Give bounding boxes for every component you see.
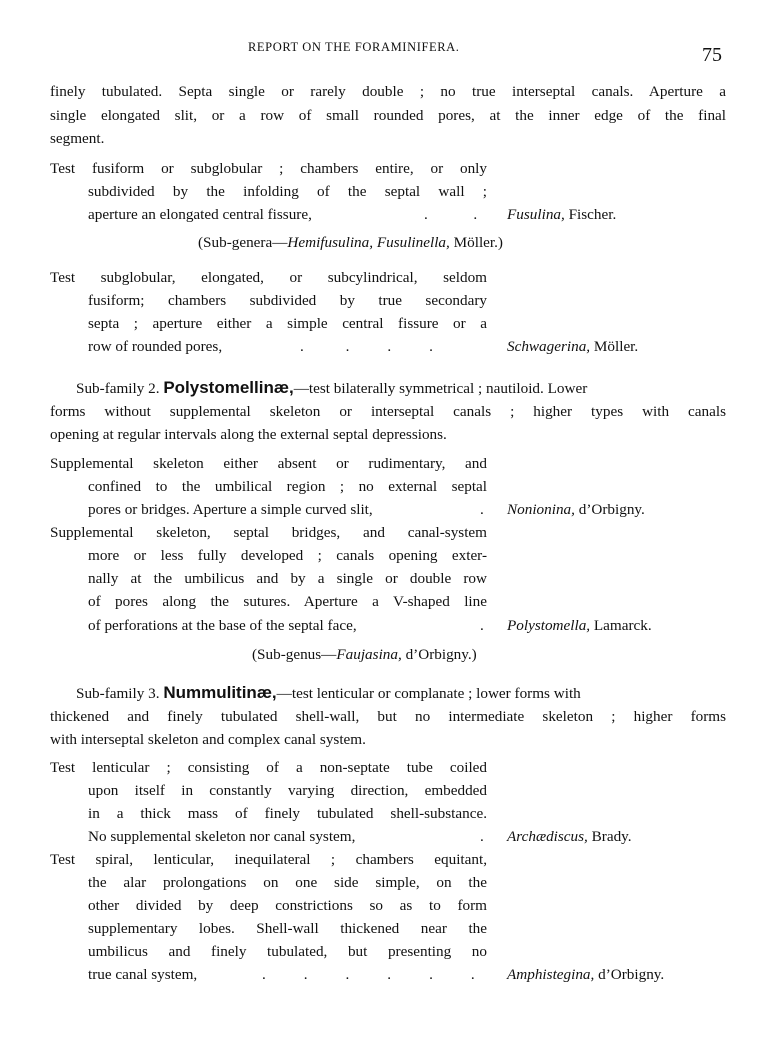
subfamily-text-line: with interseptal skeleton and complex canal system. (50, 731, 366, 748)
genus-name-schwagerina: Schwagerina, Möller. (507, 338, 639, 355)
entry-text-line: more or less fully developed ; canals opening exter- (88, 547, 487, 564)
entry-text-line: aperture an elongated central fissure, (88, 206, 312, 223)
page-number: 75 (702, 44, 722, 66)
subfamily-name: Polystomellinæ, (163, 378, 294, 397)
genus-name-polystomella: Polystomella, Lamarck. (507, 617, 652, 634)
entry-text-line: fusiform; chambers subdivided by true secondary (88, 292, 487, 309)
entry-text-line: No supplemental skeleton nor canal system, (88, 828, 356, 845)
entry-text-line: in a thick mass of finely tubulated shell-substance. (88, 805, 487, 822)
entry-text-line: Test fusiform or subglobular ; chambers entire, or only (50, 160, 487, 177)
entry-text-line: septa ; aperture either a simple central fissure or a (88, 315, 487, 332)
genus-name-nonionina: Nonionina, d’Orbigny. (507, 501, 645, 518)
subgenera-note: (Sub-genera—Hemifusulina, Fusulinella, Möller.) (198, 234, 503, 251)
entry-text-line: umbilicus and finely tubulated, but presenting no (88, 943, 487, 960)
entry-text-line: upon itself in constantly varying direction, embedded (88, 782, 487, 799)
dot-leader: . . . . (300, 338, 433, 355)
entry-text-line: Supplemental skeleton either absent or rudimentary, and (50, 455, 487, 472)
entry-text-line: nally at the umbilicus and by a single or double row (88, 570, 487, 587)
entry-text-line: true canal system, (88, 966, 198, 983)
dot-leader: . . (424, 206, 478, 223)
genus-name-fusulina: Fusulina, Fischer. (507, 206, 617, 223)
dot-leader: . (480, 501, 484, 518)
entry-text-line: Test spiral, lenticular, inequilateral ; chambers equitant, (50, 851, 487, 868)
entry-text-line: Test lenticular ; consisting of a non-septate tube coiled (50, 759, 487, 776)
intro-line-2: single elongated slit, or a row of small rounded pores, at the inner edge of the final (50, 107, 726, 124)
running-header: REPORT ON THE FORAMINIFERA. (248, 40, 460, 54)
subfamily-text-line: forms without supplemental skeleton or interseptal canals ; higher types with canals (50, 403, 726, 420)
dot-leader: . (480, 828, 484, 845)
entry-text-line: of perforations at the base of the septal face, (88, 617, 357, 634)
subfamily-2-first-line: Sub-family 2. Polystomellinæ,—test bilaterally symmetrical ; nautiloid. Lower (76, 378, 588, 397)
dot-leader: . (480, 617, 484, 634)
entry-text-line: of pores along the sutures. Aperture a V-shaped line (88, 593, 487, 610)
entry-text-line: Supplemental skeleton, septal bridges, and canal-system (50, 524, 487, 541)
genus-name-amphistegina: Amphistegina, d’Orbigny. (507, 966, 665, 983)
entry-text-line: supplementary lobes. Shell-wall thickened near the (88, 920, 487, 937)
subfamily-text-line: thickened and finely tubulated shell-wall, but no intermediate skeleton ; higher forms (50, 708, 726, 725)
entry-text-line: the alar prolongations on one side simple, on the (88, 874, 487, 891)
subfamily-3-first-line: Sub-family 3. Nummulitinæ,—test lenticular or complanate ; lower forms with (76, 683, 581, 702)
entry-text-line: confined to the umbilical region ; no external septal (88, 478, 487, 495)
subgenus-note: (Sub-genus—Faujasina, d’Orbigny.) (252, 646, 477, 663)
subfamily-text-line: opening at regular intervals along the external septal depressions. (50, 426, 447, 443)
entry-text-line: Test subglobular, elongated, or subcylindrical, seldom (50, 269, 487, 286)
subfamily-name: Nummulitinæ, (163, 683, 277, 702)
intro-line-3: segment. (50, 130, 105, 147)
entry-text-line: row of rounded pores, (88, 338, 223, 355)
intro-line-1: finely tubulated. Septa single or rarely double ; no true interseptal canals. Aperture a (50, 83, 726, 100)
entry-text-line: other divided by deep constrictions so as to form (88, 897, 487, 914)
entry-text-line: pores or bridges. Aperture a simple curved slit, (88, 501, 373, 518)
entry-text-line: subdivided by the infolding of the septal wall ; (88, 183, 487, 200)
genus-name-archaediscus: Archædiscus, Brady. (507, 828, 632, 845)
dot-leader: . . . . . . (262, 966, 475, 983)
